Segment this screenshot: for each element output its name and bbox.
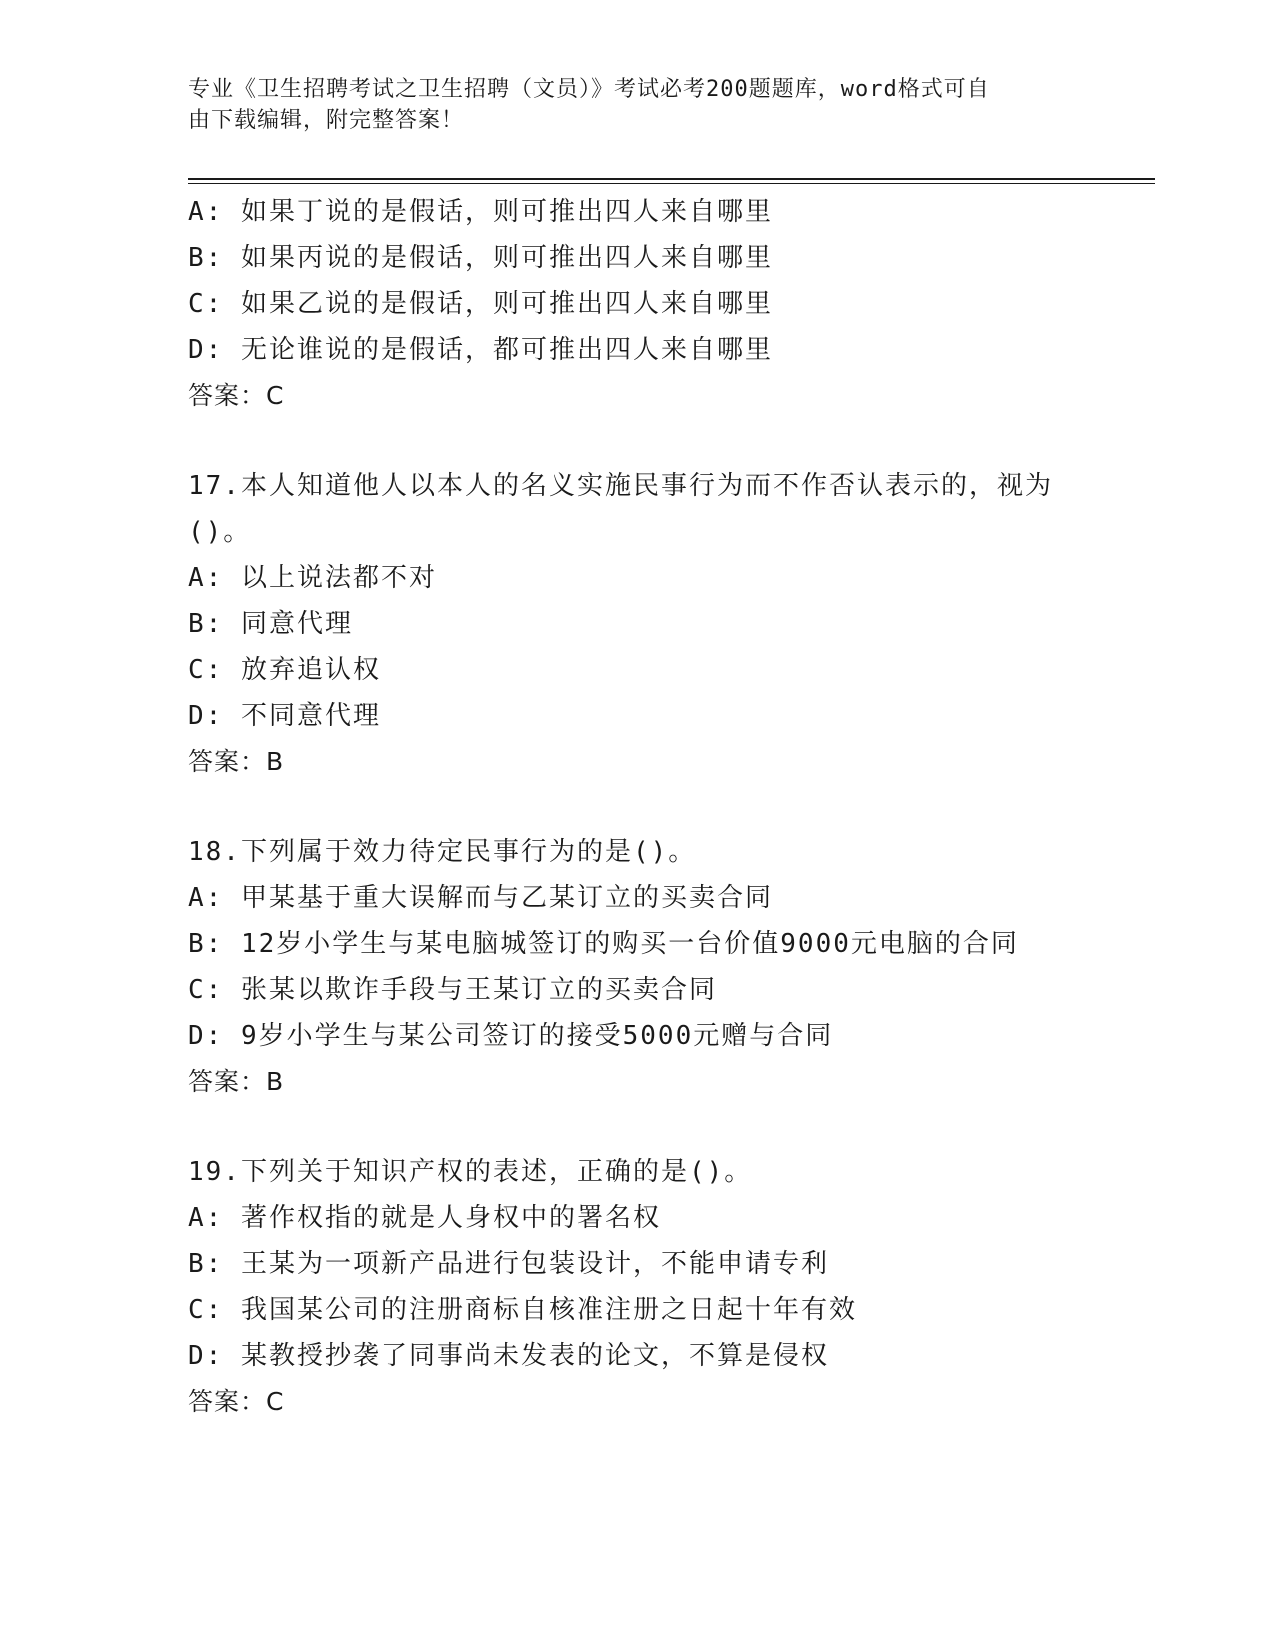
spacer bbox=[188, 785, 1088, 829]
option-d: D: 9岁小学生与某公司签订的接受5000元赠与合同 bbox=[188, 1021, 834, 1051]
option-c: C: 如果乙说的是假话，则可推出四人来自哪里 bbox=[188, 289, 773, 319]
option-d: D: 无论谁说的是假话，都可推出四人来自哪里 bbox=[188, 335, 773, 365]
question-16-continued bbox=[188, 189, 1088, 419]
header-line-1: 专业《卫生招聘考试之卫生招聘（文员）》考试必考200题题库，word格式可自 bbox=[188, 77, 990, 102]
spacer bbox=[188, 1105, 1088, 1149]
header-divider-thin bbox=[188, 183, 1155, 184]
header-divider-thick bbox=[188, 178, 1155, 180]
option-c: C: 放弃追认权 bbox=[188, 655, 381, 685]
option-d: D: 某教授抄袭了同事尚未发表的论文，不算是侵权 bbox=[188, 1341, 829, 1371]
question-19 bbox=[188, 1149, 1088, 1425]
question-stem: 18.下列属于效力待定民事行为的是()。 bbox=[188, 837, 697, 867]
option-a: A: 甲某基于重大误解而与乙某订立的买卖合同 bbox=[188, 883, 773, 913]
question-stem: 19.下列关于知识产权的表述，正确的是()。 bbox=[188, 1157, 753, 1187]
option-c: C: 我国某公司的注册商标自核准注册之日起十年有效 bbox=[188, 1295, 857, 1325]
question-list bbox=[188, 189, 1088, 1425]
option-d: D: 不同意代理 bbox=[188, 701, 381, 731]
answer-line: 答案：C bbox=[188, 1387, 285, 1416]
answer-line: 答案：B bbox=[188, 747, 285, 776]
document-header bbox=[188, 74, 1088, 136]
option-b: B: 如果丙说的是假话，则可推出四人来自哪里 bbox=[188, 243, 773, 273]
answer-line: 答案：B bbox=[188, 1067, 285, 1096]
header-line-2: 由下载编辑，附完整答案！ bbox=[188, 108, 465, 133]
option-a: A: 如果丁说的是假话，则可推出四人来自哪里 bbox=[188, 197, 773, 227]
question-17 bbox=[188, 463, 1088, 785]
option-c: C: 张某以欺诈手段与王某订立的买卖合同 bbox=[188, 975, 717, 1005]
question-stem: 17.本人知道他人以本人的名义实施民事行为而不作否认表示的，视为 bbox=[188, 471, 1053, 501]
option-a: A: 以上说法都不对 bbox=[188, 563, 437, 593]
answer-line: 答案：C bbox=[188, 381, 285, 410]
option-b: B: 同意代理 bbox=[188, 609, 353, 639]
spacer bbox=[188, 419, 1088, 463]
option-b: B: 12岁小学生与某电脑城签订的购买一台价值9000元电脑的合同 bbox=[188, 929, 1019, 959]
option-b: B: 王某为一项新产品进行包装设计，不能申请专利 bbox=[188, 1249, 829, 1279]
option-a: A: 著作权指的就是人身权中的署名权 bbox=[188, 1203, 661, 1233]
question-18 bbox=[188, 829, 1088, 1105]
question-stem-continued: ()。 bbox=[188, 517, 252, 547]
